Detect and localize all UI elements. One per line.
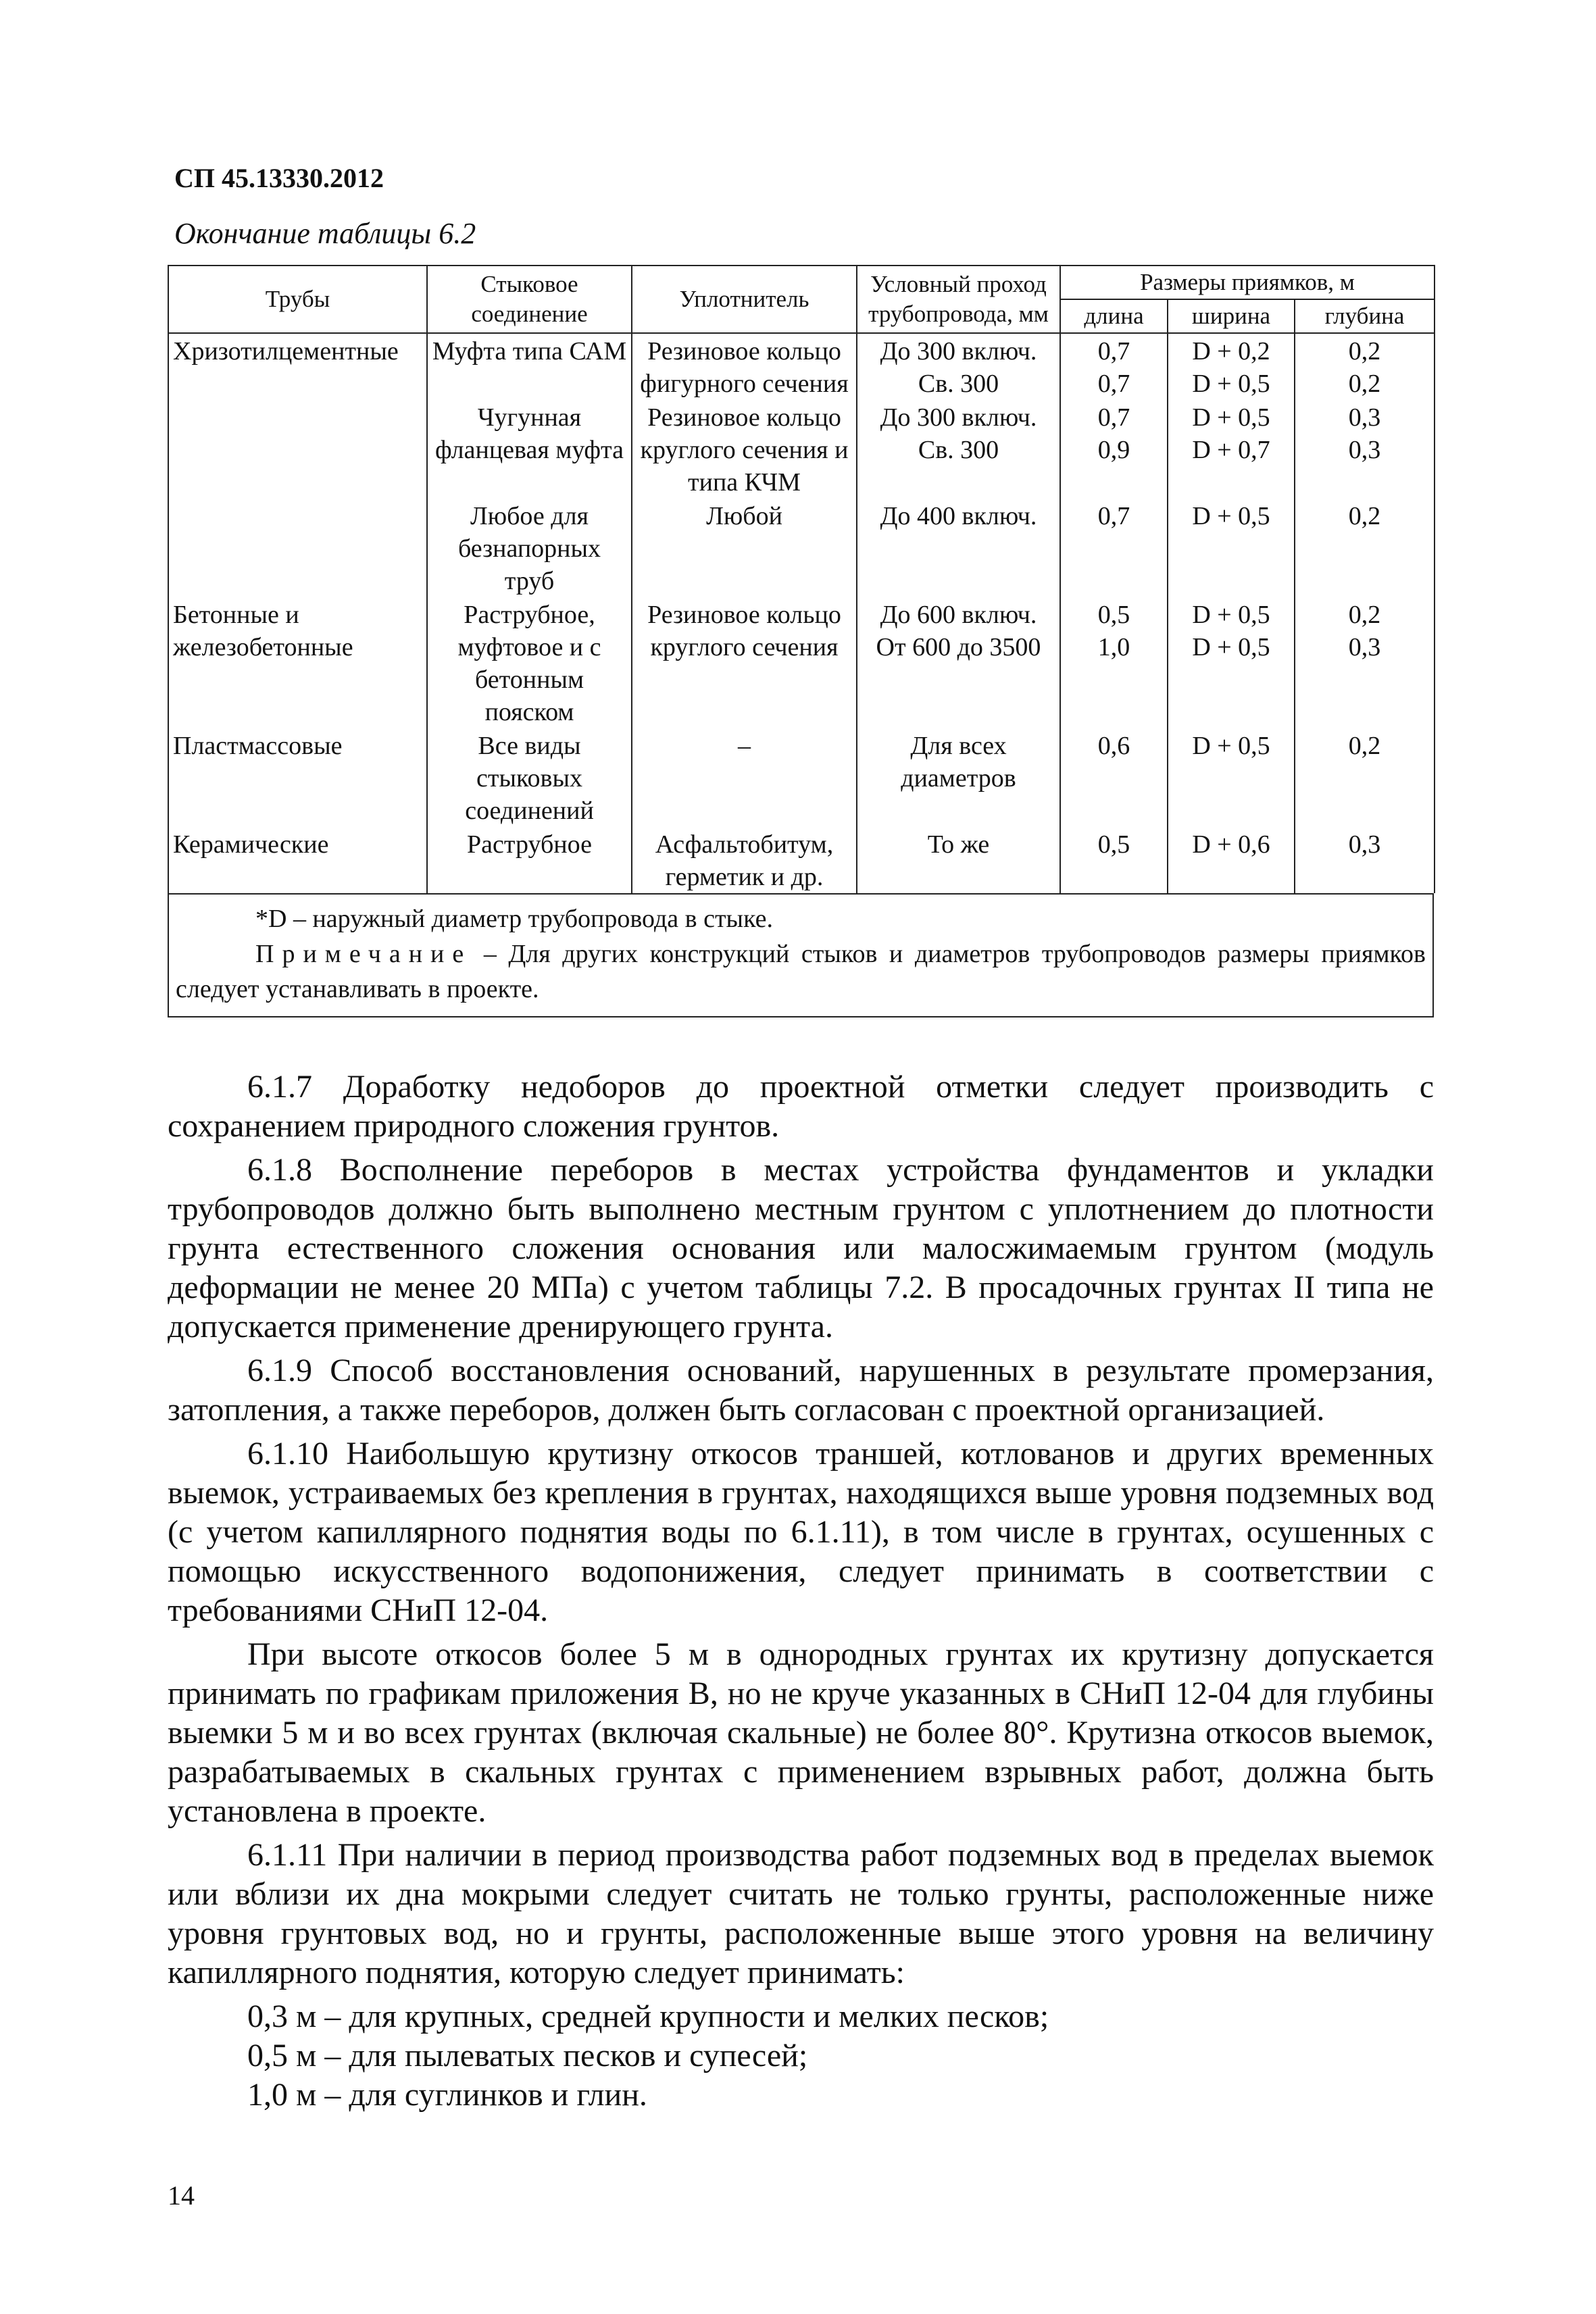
joint-cell: Раструбное, муфтовое и с бетонным пояском: [427, 597, 632, 728]
width-cell-line: D + 0,5: [1192, 732, 1270, 760]
passage-cell-line: До 300 включ.: [880, 403, 1037, 432]
length-cell: [1060, 400, 1168, 499]
paragraph: 6.1.7 Доработку недоборов до проектной отметки следует производить с сохранением природного сложения грунтов.: [168, 1069, 1434, 1144]
seal-cell: –: [632, 728, 857, 827]
depth-cell-line: 0,3: [1348, 633, 1381, 661]
width-cell-line: D + 0,5: [1192, 633, 1270, 661]
joint-cell: Раструбное: [427, 827, 632, 893]
joint-cell: Чугунная фланцевая муфта: [427, 400, 632, 499]
passage-cell: [857, 499, 1060, 597]
pit-size-table: [168, 265, 1435, 893]
passage-cell-line: До 300 включ.: [880, 337, 1037, 366]
col-header-joint: Стыковое соединение: [427, 266, 632, 333]
passage-cell-line: То же: [927, 830, 990, 859]
depth-cell-line: 0,3: [1348, 436, 1381, 464]
width-cell-line: D + 0,7: [1192, 436, 1270, 464]
depth-cell: [1295, 597, 1435, 728]
pipes-cell: Пластмассовые: [168, 728, 427, 827]
width-cell: [1168, 499, 1295, 597]
seal-cell: Резиновое кольцо фигурного сечения: [632, 333, 857, 400]
passage-cell-line: До 600 включ.: [880, 601, 1037, 629]
length-cell-line: 0,7: [1097, 337, 1130, 366]
width-cell: [1168, 827, 1295, 893]
footnote: *D – наружный диаметр трубопровода в стыке.: [255, 905, 773, 933]
depth-cell-line: 0,2: [1348, 502, 1381, 530]
depth-cell-line: 0,2: [1348, 732, 1381, 760]
depth-cell-line: 0,2: [1348, 337, 1381, 366]
seal-cell: Резиновое кольцо круглого сечения: [632, 597, 857, 728]
depth-cell: [1295, 499, 1435, 597]
passage-cell-line: Для всех диаметров: [901, 732, 1016, 793]
width-cell-line: D + 0,5: [1192, 370, 1270, 398]
length-cell-line: 0,7: [1097, 370, 1130, 398]
table-row: [168, 499, 1435, 597]
length-cell-line: 0,7: [1097, 502, 1130, 530]
depth-cell-line: 0,2: [1348, 601, 1381, 629]
pipes-cell: [168, 400, 427, 499]
width-cell-line: D + 0,6: [1192, 830, 1270, 859]
depth-cell: [1295, 400, 1435, 499]
passage-cell-line: Св. 300: [918, 436, 999, 464]
paragraph: 6.1.8 Восполнение переборов в местах устройства фундаментов и укладки трубопроводов должно быть выполнено местным грунтом с уплотнением до плотности грунта естественного сложения основания или малосжимаемым грунтом (модуль деформации не менее 20 МПа) с учетом таблицы 7.2. В просадочных грунтах II типа не допускается применение дренирующего грунта.: [168, 1152, 1434, 1344]
col-header-length: длина: [1060, 299, 1168, 333]
table-row: [168, 597, 1435, 728]
width-cell: [1168, 400, 1295, 499]
list-item: 0,5 м – для пылеватых песков и супесей;: [247, 2038, 808, 2073]
passage-cell: [857, 400, 1060, 499]
passage-cell-line: От 600 до 3500: [876, 633, 1041, 661]
pipes-cell: Керамические: [168, 827, 427, 893]
col-header-pipes: Трубы: [168, 266, 427, 333]
table-row: [168, 333, 1435, 400]
depth-cell-line: 0,2: [1348, 370, 1381, 398]
width-cell: [1168, 597, 1295, 728]
length-cell-line: 0,7: [1097, 403, 1130, 432]
table-row: [168, 400, 1435, 499]
width-cell: [1168, 333, 1295, 400]
depth-cell: [1295, 728, 1435, 827]
width-cell-line: D + 0,5: [1192, 403, 1270, 432]
length-cell-line: 0,6: [1097, 732, 1130, 760]
depth-cell: [1295, 333, 1435, 400]
passage-cell: [857, 333, 1060, 400]
length-cell-line: 0,5: [1097, 830, 1130, 859]
table-row: [168, 827, 1435, 893]
table-6-2: [168, 265, 1434, 1017]
joint-cell: Все виды стыковых соединений: [427, 728, 632, 827]
width-cell-line: D + 0,5: [1192, 502, 1270, 530]
passage-cell: [857, 597, 1060, 728]
list-item: 1,0 м – для суглинков и глин.: [247, 2077, 647, 2113]
width-cell: [1168, 728, 1295, 827]
length-cell: [1060, 333, 1168, 400]
pipes-cell: [168, 499, 427, 597]
table-note: [176, 936, 1426, 1007]
passage-cell-line: Св. 300: [918, 370, 999, 398]
col-header-width: ширина: [1168, 299, 1295, 333]
length-cell-line: 0,9: [1097, 436, 1130, 464]
pipes-cell: Хризотилцементные: [168, 333, 427, 400]
table-row: [168, 728, 1435, 827]
col-header-pit-sizes: Размеры приямков, м: [1060, 266, 1435, 299]
length-cell: [1060, 499, 1168, 597]
seal-cell: Любой: [632, 499, 857, 597]
paragraph: 6.1.11 При наличии в период производства работ подземных вод в пределах выемок или вблизи их дна мокрыми следует считать не только грунты, расположенные ниже уровня грунтовых вод, но и грунты, расположенные выше этого уровня на величину капиллярного поднятия, которую следует принимать:: [168, 1837, 1434, 1990]
passage-cell: [857, 827, 1060, 893]
page-number: 14: [168, 2180, 195, 2211]
body-text: [168, 1067, 1434, 2115]
pipes-cell: Бетонные и железобетонные: [168, 597, 427, 728]
width-cell-line: D + 0,5: [1192, 601, 1270, 629]
depth-cell: [1295, 827, 1435, 893]
list-item: 0,3 м – для крупных, средней крупности и мелких песков;: [247, 1998, 1049, 2034]
paragraph: 6.1.10 Наибольшую крутизну откосов траншей, котлованов и других временных выемок, устраиваемых без крепления в грунтах, находящихся выше уровня подземных вод (с учетом капиллярного поднятия воды по 6.1.11), в том числе в грунтах, осушенных с помощью искусственного водопонижения, следует принимать в соответствии с требованиями СНиП 12-04.: [168, 1436, 1434, 1628]
col-header-seal: Уплотнитель: [632, 266, 857, 333]
joint-cell: Муфта типа САМ: [427, 333, 632, 400]
document-code: СП 45.13330.2012: [174, 163, 384, 193]
paragraph: 6.1.9 Способ восстановления оснований, нарушенных в результате промерзания, затопления, а также переборов, должен быть согласован с проектной организацией.: [168, 1353, 1434, 1428]
table-notes: [168, 893, 1434, 1017]
col-header-depth: глубина: [1295, 299, 1435, 333]
note-text: – Для других конструкций стыков и диаметров трубопроводов размеры приямков следует устанавливать в проекте.: [176, 940, 1426, 1003]
paragraph: При высоте откосов более 5 м в однородных грунтах их крутизну допускается принимать по графикам приложения В, но не круче указанных в СНиП 12-04 для глубины выемки 5 м и во всех грунтах (включая скальные) не более 80°. Крутизна откосов выемок, разрабатываемых в скальных грунтах с применением взрывных работ, должна быть установлена в проекте.: [168, 1636, 1434, 1829]
note-label: Примечание: [255, 940, 472, 968]
width-cell-line: D + 0,2: [1192, 337, 1270, 366]
length-cell-line: 0,5: [1097, 601, 1130, 629]
depth-cell-line: 0,3: [1348, 830, 1381, 859]
seal-cell: Асфальтобитум, герметик и др.: [632, 827, 857, 893]
table-caption: Окончание таблицы 6.2: [174, 217, 476, 250]
length-cell: [1060, 597, 1168, 728]
col-header-passage: Условный проход трубопровода, мм: [857, 266, 1060, 333]
passage-cell-line: До 400 включ.: [880, 502, 1037, 530]
seal-cell: Резиновое кольцо круглого сечения и типа КЧМ: [632, 400, 857, 499]
length-cell: [1060, 827, 1168, 893]
length-cell: [1060, 728, 1168, 827]
length-cell-line: 1,0: [1097, 633, 1130, 661]
table-body: [168, 333, 1435, 893]
depth-cell-line: 0,3: [1348, 403, 1381, 432]
passage-cell: [857, 728, 1060, 827]
joint-cell: Любое для безнапорных труб: [427, 499, 632, 597]
